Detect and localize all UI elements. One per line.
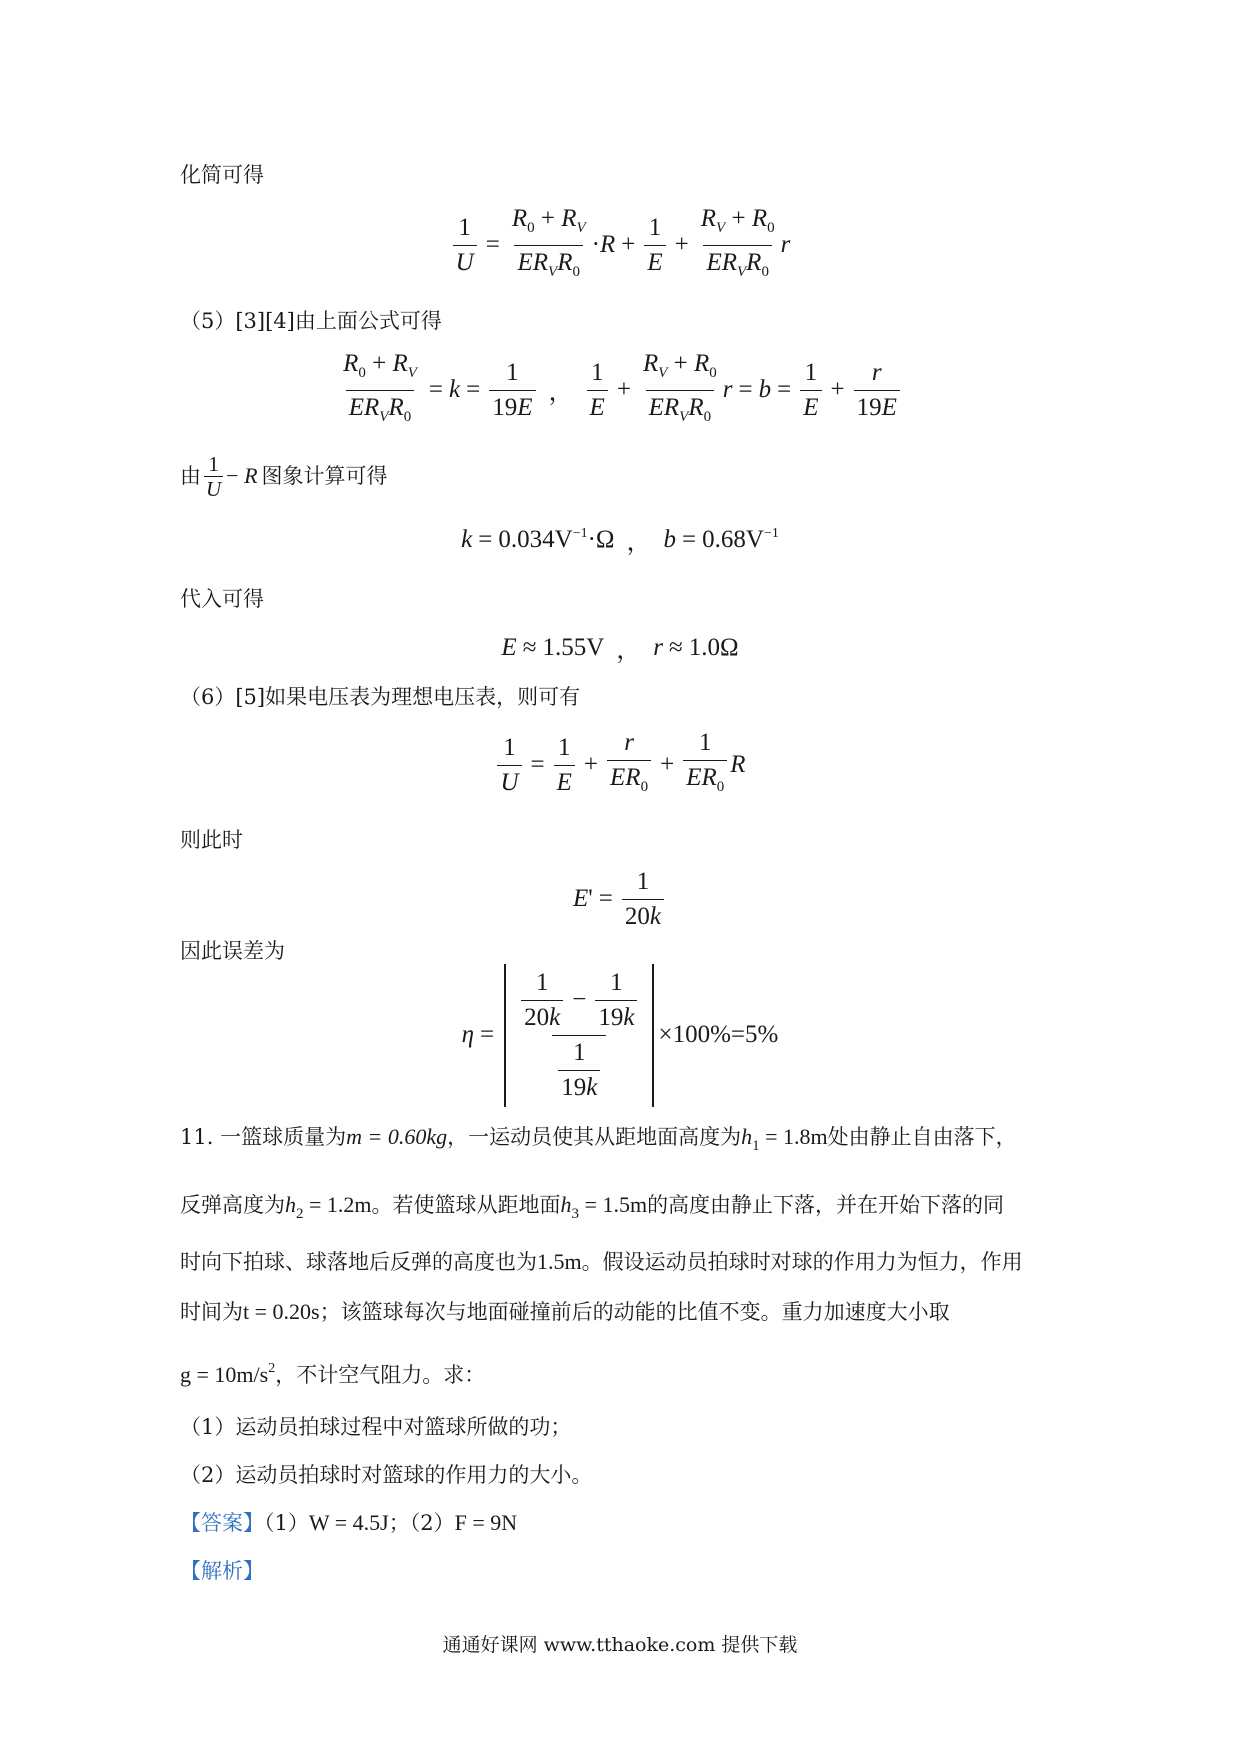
answer-line: 【答案】（1）W = 4.5J；（2）F = 9N (180, 1510, 518, 1535)
text-from-graph: 由 $\frac{1}{U}$ − R 图象计算可得 (180, 451, 388, 501)
value-r: 1.0 (688, 634, 720, 661)
equation-e-r-values: E ≈ 1.55 V ， r ≈ 1.0 Ω (501, 634, 739, 664)
text-simplify: 化简可得 (180, 163, 264, 187)
equation-e-prime: E ' = $\frac{1}{20k}$ (0, 864, 1240, 934)
question-1: （1）运动员拍球过程中对篮球所做的功； (180, 1415, 572, 1439)
question-2: （2）运动员拍球时对篮球的作用力的大小。 (180, 1463, 593, 1487)
from-graph-prefix: 由 (180, 464, 201, 488)
answer-tag: 【答案】 (180, 1511, 264, 1535)
problem-line-2: 反弹高度为$h_2 = 1.2m$。若使篮球从距地面$h_3 = 1.5m$的高度由静止下落，并在开始下落的同 (180, 1192, 1005, 1222)
from-graph-suffix: 图象计算可得 (261, 464, 388, 488)
value-error-result: 5% (745, 1021, 779, 1048)
equation-error: η = $\frac{1}{20k}$ − $\frac{1}{19k}$ $\frac{1}{19k}$ ×100%= 5% (0, 975, 1240, 1095)
text-part6: （6）[5]如果电压表为理想电压表，则可有 (180, 685, 581, 709)
text-then: 则此时 (180, 828, 243, 852)
analysis-tag: 【解析】 (180, 1559, 264, 1583)
footer-text: 通通好课网 www.tthaoke.com 提供下载 (442, 1634, 798, 1656)
value-k: 0.034 (498, 526, 555, 553)
equation-k-b-values: k = 0.034 $V^{-1}\cdot\Omega$ ， b = 0.68 $V^{-1}$ (461, 526, 779, 556)
value-b: 0.68 (702, 526, 746, 553)
value-e: 1.55 (542, 634, 587, 661)
text-part5: （5）[3][4]由上面公式可得 (180, 309, 442, 333)
problem-line-4: 时间为t = 0.20s；该篮球每次与地面碰撞前后的动能的比值不变。重力加速度大小取 (180, 1299, 950, 1324)
equation-simplified: $\frac{1}{U}$ = $\frac{R_0 + R_V}{ER_VR_0}$ ·R + $\frac{1}{E}$ + $\frac{R_V + R_0}{ER_VR_0}$ r (0, 210, 1240, 280)
problem-line-3: 时向下拍球、球落地后反弹的高度也为1.5m。假设运动员拍球时对球的作用力为恒力，作用 (180, 1249, 1023, 1274)
text-error: 因此误差为 (180, 939, 285, 963)
equation-k-b: $\frac{R_0 + R_V}{ER_VR_0}$ = k = $\frac{1}{19E}$ ， $\frac{1}{E}$ + $\frac{R_V + R_0}{ER_VR_0}$ r = b = $\frac{1}{E}$ + $\frac{r}{19E}$ (0, 355, 1240, 425)
problem-line-1: 11. 一篮球质量为m = 0.60kg，一运动员使其从距地面高度为$h_1 = 1.8m$处由静止自由落下， (180, 1124, 1017, 1154)
text-substitute: 代入可得 (180, 587, 264, 611)
equation-ideal: $\frac{1}{U}$ = $\frac{1}{E}$ + $\frac{r}{ER_0}$ + $\frac{1}{ER_0}$ R (0, 730, 1240, 800)
problem-line-5: $g = 10m/s^2$，不计空气阻力。求： (180, 1361, 486, 1387)
